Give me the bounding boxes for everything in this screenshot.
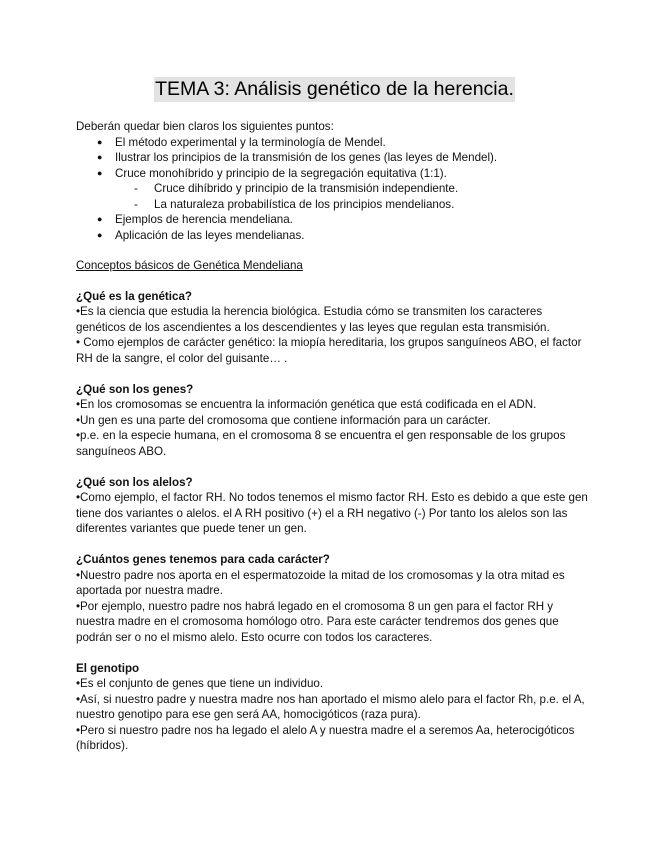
section-paragraph: •Es el conjunto de genes que tiene un individuo. xyxy=(76,677,324,690)
list-item xyxy=(76,228,593,244)
section-paragraph: •Como ejemplo, el factor RH. No todos tenemos el mismo factor RH. Esto es debido a que este gen tiene dos variantes o alelos. el A RH positivo (+) el a RH negativo (-) Por tanto los alelos son las diferentes variantes que puede tener un gen. xyxy=(76,491,588,535)
list-item-text: Ilustrar los principios de la transmisión de los genes (las leyes de Mendel). xyxy=(115,151,498,164)
sub-list-item-text: La naturaleza probabilística de los principios mendelianos. xyxy=(154,197,455,211)
list-item xyxy=(76,212,593,228)
key-points-list xyxy=(76,135,593,182)
section-paragraph: •Pero si nuestro padre nos ha legado el alelo A y nuestra madre el a seremos Aa, heterocigóticos (híbridos). xyxy=(76,723,575,752)
section-paragraph: •p.e. en la especie humana, en el cromosoma 8 se encuentra el gen responsable de los grupos sanguíneos ABO. xyxy=(76,429,566,458)
list-item-text: Aplicación de las leyes mendelianas. xyxy=(115,228,305,242)
bullet-icon: ● xyxy=(97,167,103,178)
list-item-text: El método experimental y la terminología de Mendel. xyxy=(115,135,386,149)
section-genes-por-caracter xyxy=(76,552,593,645)
section-heading: ¿Cuántos genes tenemos para cada carácter? xyxy=(76,553,330,566)
section-paragraph: •Un gen es una parte del cromosoma que contiene información para un carácter. xyxy=(76,413,491,427)
list-item xyxy=(76,150,593,166)
bullet-icon: ● xyxy=(97,214,103,224)
section-paragraph: •Es la ciencia que estudia la herencia biológica. Estudia cómo se transmiten los caracteres genéticos de los ascendientes a los descendientes y las leyes que regulan esta transmisión. xyxy=(76,305,550,334)
section-heading: ¿Qué es la genética? xyxy=(76,289,192,303)
section-genes xyxy=(76,382,593,460)
section-paragraph: •En los cromosomas se encuentra la información genética que está codificada en el ADN. xyxy=(76,398,537,411)
list-item-text: Ejemplos de herencia mendeliana. xyxy=(115,213,293,226)
section-heading: ¿Qué son los alelos? xyxy=(76,475,193,489)
section-heading: ¿Qué son los genes? xyxy=(76,382,194,396)
bullet-icon: ● xyxy=(97,229,103,240)
bullet-icon: ● xyxy=(97,152,103,162)
section-genotipo xyxy=(76,661,593,754)
key-points-list-continued xyxy=(76,212,593,243)
sub-points-list xyxy=(76,181,593,212)
section-genetica xyxy=(76,289,593,367)
bullet-icon: ● xyxy=(97,136,103,147)
sub-list-item xyxy=(76,181,593,197)
intro-text: Deberán quedar bien claros los siguientes puntos: xyxy=(76,120,334,133)
section-paragraph: •Nuestro padre nos aporta en el espermatozoide la mitad de los cromosomas y la otra mitad es aportada por nuestra madre. xyxy=(76,568,565,597)
sub-list-item-text: Cruce dihíbrido y principio de la transmisión independiente. xyxy=(154,182,459,195)
list-item-text: Cruce monohíbrido y principio de la segregación equitativa (1:1). xyxy=(115,166,447,180)
section-paragraph: •Por ejemplo, nuestro padre nos habrá legado en el cromosoma 8 un gen para el factor RH y nuestra madre en el cromosoma homólogo otro. Para este carácter tendremos dos genes que podrán ser o no el mismo alelo. Esto ocurre con todos los caracteres. xyxy=(76,599,559,644)
concepts-heading: Conceptos básicos de Genética Mendeliana xyxy=(76,259,303,272)
dash-icon: - xyxy=(134,197,138,211)
dash-icon: - xyxy=(134,182,138,195)
page-title: TEMA 3: Análisis genético de la herencia. xyxy=(155,78,514,100)
sub-list-item xyxy=(76,197,593,213)
list-item xyxy=(76,135,593,151)
title-wrapper xyxy=(76,0,593,102)
list-item xyxy=(76,166,593,182)
section-paragraph: •Así, si nuestro padre y nuestra madre nos han aportado el mismo alelo para el factor Rh, p.e. el A, nuestro genotipo para ese gen será AA, homocigóticos (raza pura). xyxy=(76,692,585,721)
section-heading: El genotipo xyxy=(76,661,140,675)
section-alelos xyxy=(76,475,593,537)
section-paragraph: • Como ejemplos de carácter genético: la miopía hereditaria, los grupos sanguíneos ABO, el factor RH de la sangre, el color del guisante… . xyxy=(76,336,582,365)
